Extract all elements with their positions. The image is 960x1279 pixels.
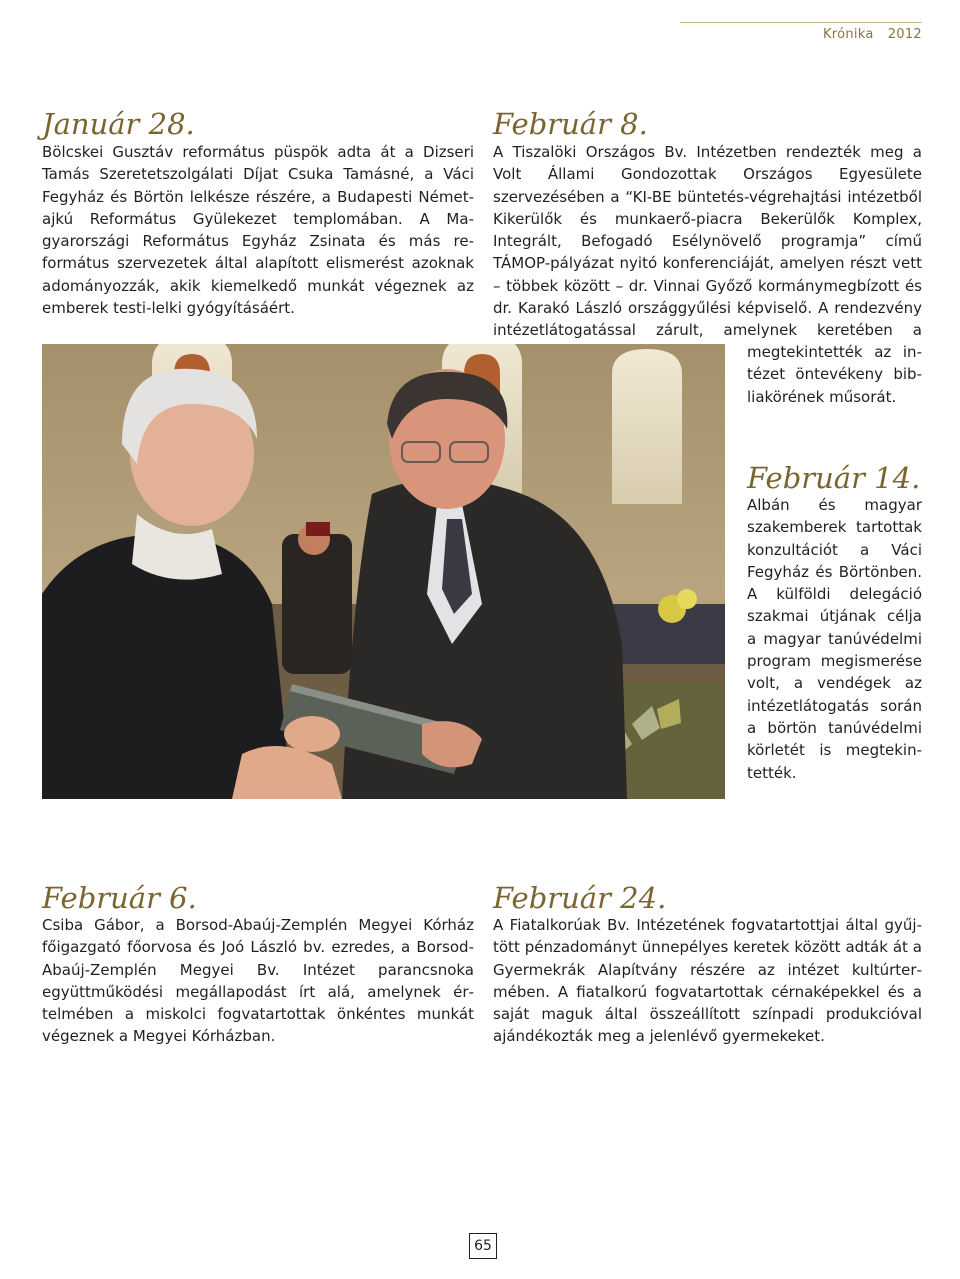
running-header xyxy=(823,27,922,42)
entry-text-feb8-continued: megtekintették az intézet öntevékeny bibliakörének műsorát. xyxy=(747,343,922,406)
header-year: 2012 xyxy=(887,27,922,42)
entry-text-feb24: A Fiatalkorúak Bv. Intézetének fogvatartottjai által gyűjtött pénzadományt ünnepélyes keretek között adták át a Gyermekrák Alapítvány részére az intézet kultúrtermében. A fiatalkorú fogvatartottak cérnaképekkel és a saját maguk által összeállított színpadi produkcióval ajándékozták meg a jelenlévő gyermekeket. xyxy=(493,916,922,1046)
date-heading-feb14: Február 14. xyxy=(747,461,921,495)
header-section: Krónika xyxy=(822,27,874,42)
date-heading-feb24: Február 24. xyxy=(493,881,667,915)
date-heading-jan28: Január 28. xyxy=(42,107,195,141)
entry-text-feb14: Albán és magyar szakemberek tartottak konzultációt a Váci Fegyház és Börtönben. A külföldi delegáció szakmai útjának célja a magyar tanúvédelmi program megismerése volt, a vendégek az intézetlátogatás során a börtön tanúvédelmi körletét is megtekintették. xyxy=(747,496,922,782)
entry-text-jan28: Bölcskei Gusztáv református püspök adta át a Dizseri Tamás Szeretetszolgálati Díjat Csuka Tamásné, a Váci Fegyház és Börtön lelkésze részére, a Budapesti Németajkú Református Gyülekezet templomában. A Magyarországi Református Egyház Zsinata és más református szervezetek által alapított elismerést azoknak adományozzák, akik kiemelkedő munkát végeznek az emberek testi-lelki gyógyításáért. xyxy=(42,143,474,318)
date-heading-feb6: Február 6. xyxy=(42,881,197,915)
ceremony-photo xyxy=(42,344,725,799)
entry-text-feb8: A Tiszalöki Országos Bv. Intézetben rendezték meg a Volt Állami Gondozottak Országos Egyesülete szervezésében a “KI-BE büntetés-végrehajtási intézetből Kikerülők és munkaerő-piacra Bekerülők Komplex, Integrált, Befogadó Esélynövelő programja” című TÁMOP-pályázat nyitó konferenciáját, amelyen részt vett – többek között – dr. Vinnai Győző kormánymegbízott és dr. Karakó László országgyűlési képviselő. A rendezvény intézetlátogatással zárult, amelynek keretében a xyxy=(493,143,922,340)
entry-text-feb6: Csiba Gábor, a Borsod-Abaúj-Zemplén Megyei Kórház főigazgató főorvosa és Joó László bv. ezredes, a Borsod-Abaúj-Zemplén Megyei Bv. Intézet parancsnoka együttműködési megállapodást írt alá, amelynek értelmében a miskolci fogvatartottak önkéntes munkát végeznek a Megyei Kórházban. xyxy=(42,916,474,1046)
header-rule xyxy=(680,22,922,23)
page-number: 65 xyxy=(469,1233,497,1259)
date-heading-feb8: Február 8. xyxy=(493,107,648,141)
